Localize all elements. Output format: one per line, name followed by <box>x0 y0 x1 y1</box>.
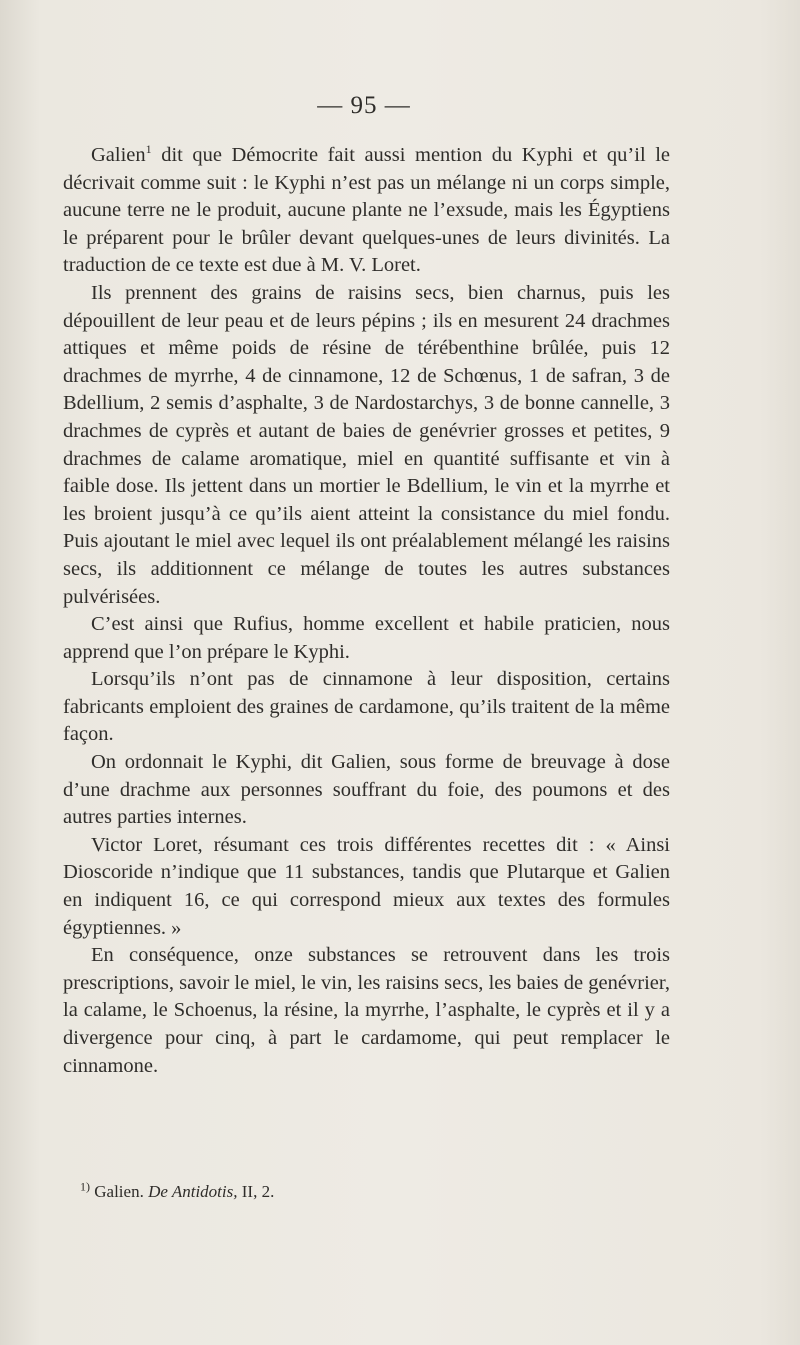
body-text <box>63 142 670 1080</box>
paragraph-5: On ordonnait le Kyphi, dit Galien, sous forme de breuvage à dose d’une drachme aux personnes souffrant du foie, des poumons et des autres parties internes. <box>63 751 670 829</box>
page-number: — 95 — <box>317 92 411 119</box>
footnote: $^{1)}$ Galien. De Antidotis, II, 2. <box>80 1179 275 1201</box>
paragraph-7: En conséquence, onze substances se retrouvent dans les trois prescriptions, savoir le miel, le vin, les raisins secs, les baies de genévrier, la calame, le Schoenus, la résine, la myrrhe, l’asphalte, le cyprès et il y a divergence pour cinq, à part le cardamome, qui peut remplacer le cinnamone. <box>63 944 670 1077</box>
footnote-reference: 1 <box>145 142 152 157</box>
paragraph-6: Victor Loret, résumant ces trois différentes recettes dit : « Ainsi Dioscoride n’indique que 11 substances, tandis que Plutarque et Galien en indiquent 16, ce qui correspond mieux aux textes des formules égyptiennes. » <box>63 833 670 939</box>
paragraph-1-start: Galien <box>91 144 146 166</box>
footnote-mark: 1 <box>80 1179 86 1194</box>
paragraph-2: Ils prennent des grains de raisins secs, bien charnus, puis les dépouillent de leur peau et de leurs pépins ; ils en mesurent 24 drachmes attiques et même poids de résine de térébenthine brûlée, puis 12 drachmes de myrrhe, 4 de cinnamone, 12 de Schœnus, 1 de safran, 3 de Bdellium, 2 semis d’asphalte, 3 de Nardostarchys, 3 de bonne cannelle, 3 drachmes de cyprès et autant de baies de genévrier grosses et petites, 9 drachmes de calame aromatique, miel en quantité suffisante et vin à faible dose. Ils jettent dans un mortier le Bdellium, le vin et la myrrhe et les broient jusqu’à ce qu’ils aient atteint la consistance du miel fondu. Puis ajoutant le miel avec lequel ils ont préalablement mélangé les raisins secs, ils additionnent ce mélange de toutes les autres substances pulvérisées. <box>63 281 670 608</box>
footnote-author: Galien. <box>94 1182 144 1201</box>
footnote-title: De Antidotis, <box>148 1182 238 1201</box>
footnote-ref: II, 2. <box>241 1182 275 1201</box>
paragraph-3: C’est ainsi que Rufius, homme excellent et habile praticien, nous apprend que l’on prépare le Kyphi. <box>63 613 670 663</box>
paragraph-1-rest: dit que Démocrite fait aussi mention du Kyphi et qu’il le décrivait comme suit : le Kyphi n’est pas un mélange ni un corps simple, aucune terre ne le produit, aucune plante ne l’exsude, mais les Égyptiens le préparent pour le brûler devant quelques-unes de leurs divinités. La traduction de ce texte est due à M. V. Loret. <box>63 144 670 277</box>
paragraph-4: Lorsqu’ils n’ont pas de cinnamone à leur disposition, certains fabricants emploient des graines de cardamone, qu’ils traitent de la même façon. <box>63 668 670 746</box>
paragraph-1 <box>63 142 670 280</box>
